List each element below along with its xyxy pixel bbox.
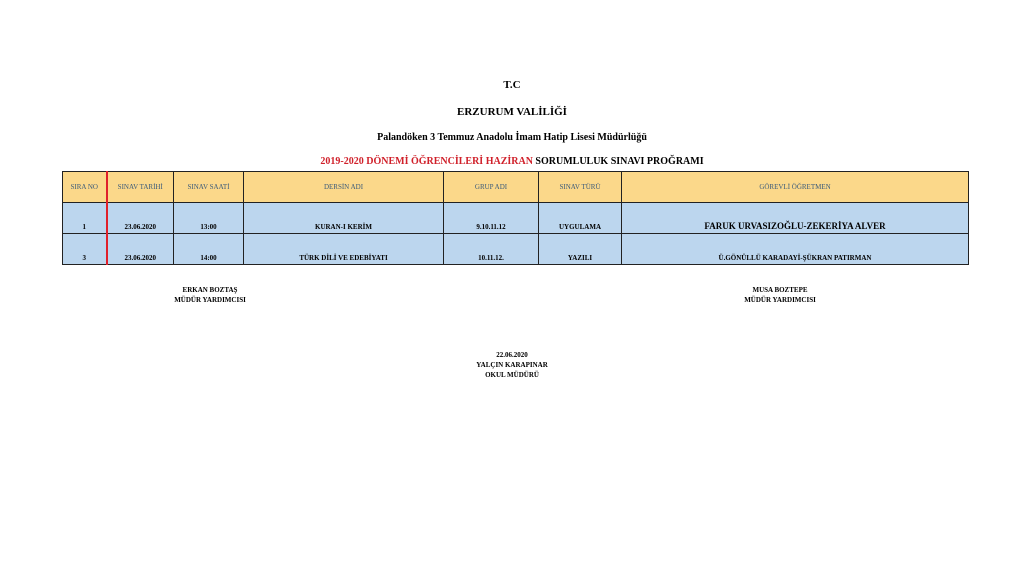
cell-sinav-saati: 14:00 xyxy=(174,234,244,265)
col-header-dersin-adi: DERSİN ADI xyxy=(244,172,444,203)
signature-right-title: MÜDÜR YARDIMCISI xyxy=(744,296,816,304)
signature-right xyxy=(730,285,830,305)
col-header-sinav-saati: SINAV SAATİ xyxy=(174,172,244,203)
page-title-red: 2019-2020 DÖNEMİ ÖĞRENCİLERİ HAZİRAN xyxy=(320,156,533,167)
cell-gorevli-ogretmen: Ü.GÖNÜLLÜ KARADAYİ-ŞÜKRAN PATIRMAN xyxy=(622,234,969,265)
cell-dersin-adi: TÜRK DİLİ VE EDEBİYATI xyxy=(244,234,444,265)
signature-date: 22.06.2020 xyxy=(496,351,528,359)
cell-dersin-adi: KURAN-I KERİM xyxy=(244,203,444,234)
col-header-sinav-tarihi: SINAV TARİHİ xyxy=(107,172,174,203)
cell-sira-no: 1 xyxy=(63,203,107,234)
page-title-black: SORUMLULUK SINAVI PROĞRAMI xyxy=(532,156,704,167)
col-header-grup-adi: GRUP ADI xyxy=(444,172,539,203)
exam-schedule-table xyxy=(62,171,969,265)
col-header-sira-no: SIRA NO xyxy=(63,172,107,203)
header-school: Palandöken 3 Temmuz Anadolu İmam Hatip Lisesi Müdürlüğü xyxy=(377,132,647,143)
table-row xyxy=(63,234,969,265)
cell-gorevli-ogretmen: FARUK URVASIZOĞLU-ZEKERİYA ALVER xyxy=(622,203,969,234)
signature-principal-title: OKUL MÜDÜRÜ xyxy=(485,371,539,379)
col-header-gorevli-ogretmen: GÖREVLİ ÖĞRETMEN xyxy=(622,172,969,203)
cell-grup-adi: 9.10.11.12 xyxy=(444,203,539,234)
cell-sinav-tarihi: 23.06.2020 xyxy=(107,234,174,265)
signature-left-name: ERKAN BOZTAŞ xyxy=(182,286,238,294)
header-valilik: ERZURUM VALİLİĞİ xyxy=(457,106,567,118)
cell-sinav-turu: YAZILI xyxy=(539,234,622,265)
table-row xyxy=(63,203,969,234)
signature-left-title: MÜDÜR YARDIMCISI xyxy=(174,296,246,304)
signature-right-name: MUSA BOZTEPE xyxy=(752,286,808,294)
header-tc: T.C xyxy=(503,79,521,91)
cell-sinav-turu: UYGULAMA xyxy=(539,203,622,234)
cell-sira-no: 3 xyxy=(63,234,107,265)
signature-principal-name: YALÇIN KARAPINAR xyxy=(476,361,548,369)
signature-principal xyxy=(412,350,612,380)
cell-sinav-tarihi: 23.06.2020 xyxy=(107,203,174,234)
cell-sinav-saati: 13:00 xyxy=(174,203,244,234)
page-title xyxy=(0,156,1024,167)
col-header-sinav-turu: SINAV TÜRÜ xyxy=(539,172,622,203)
table-header-row xyxy=(63,172,969,203)
signature-left xyxy=(160,285,260,305)
cell-grup-adi: 10.11.12. xyxy=(444,234,539,265)
